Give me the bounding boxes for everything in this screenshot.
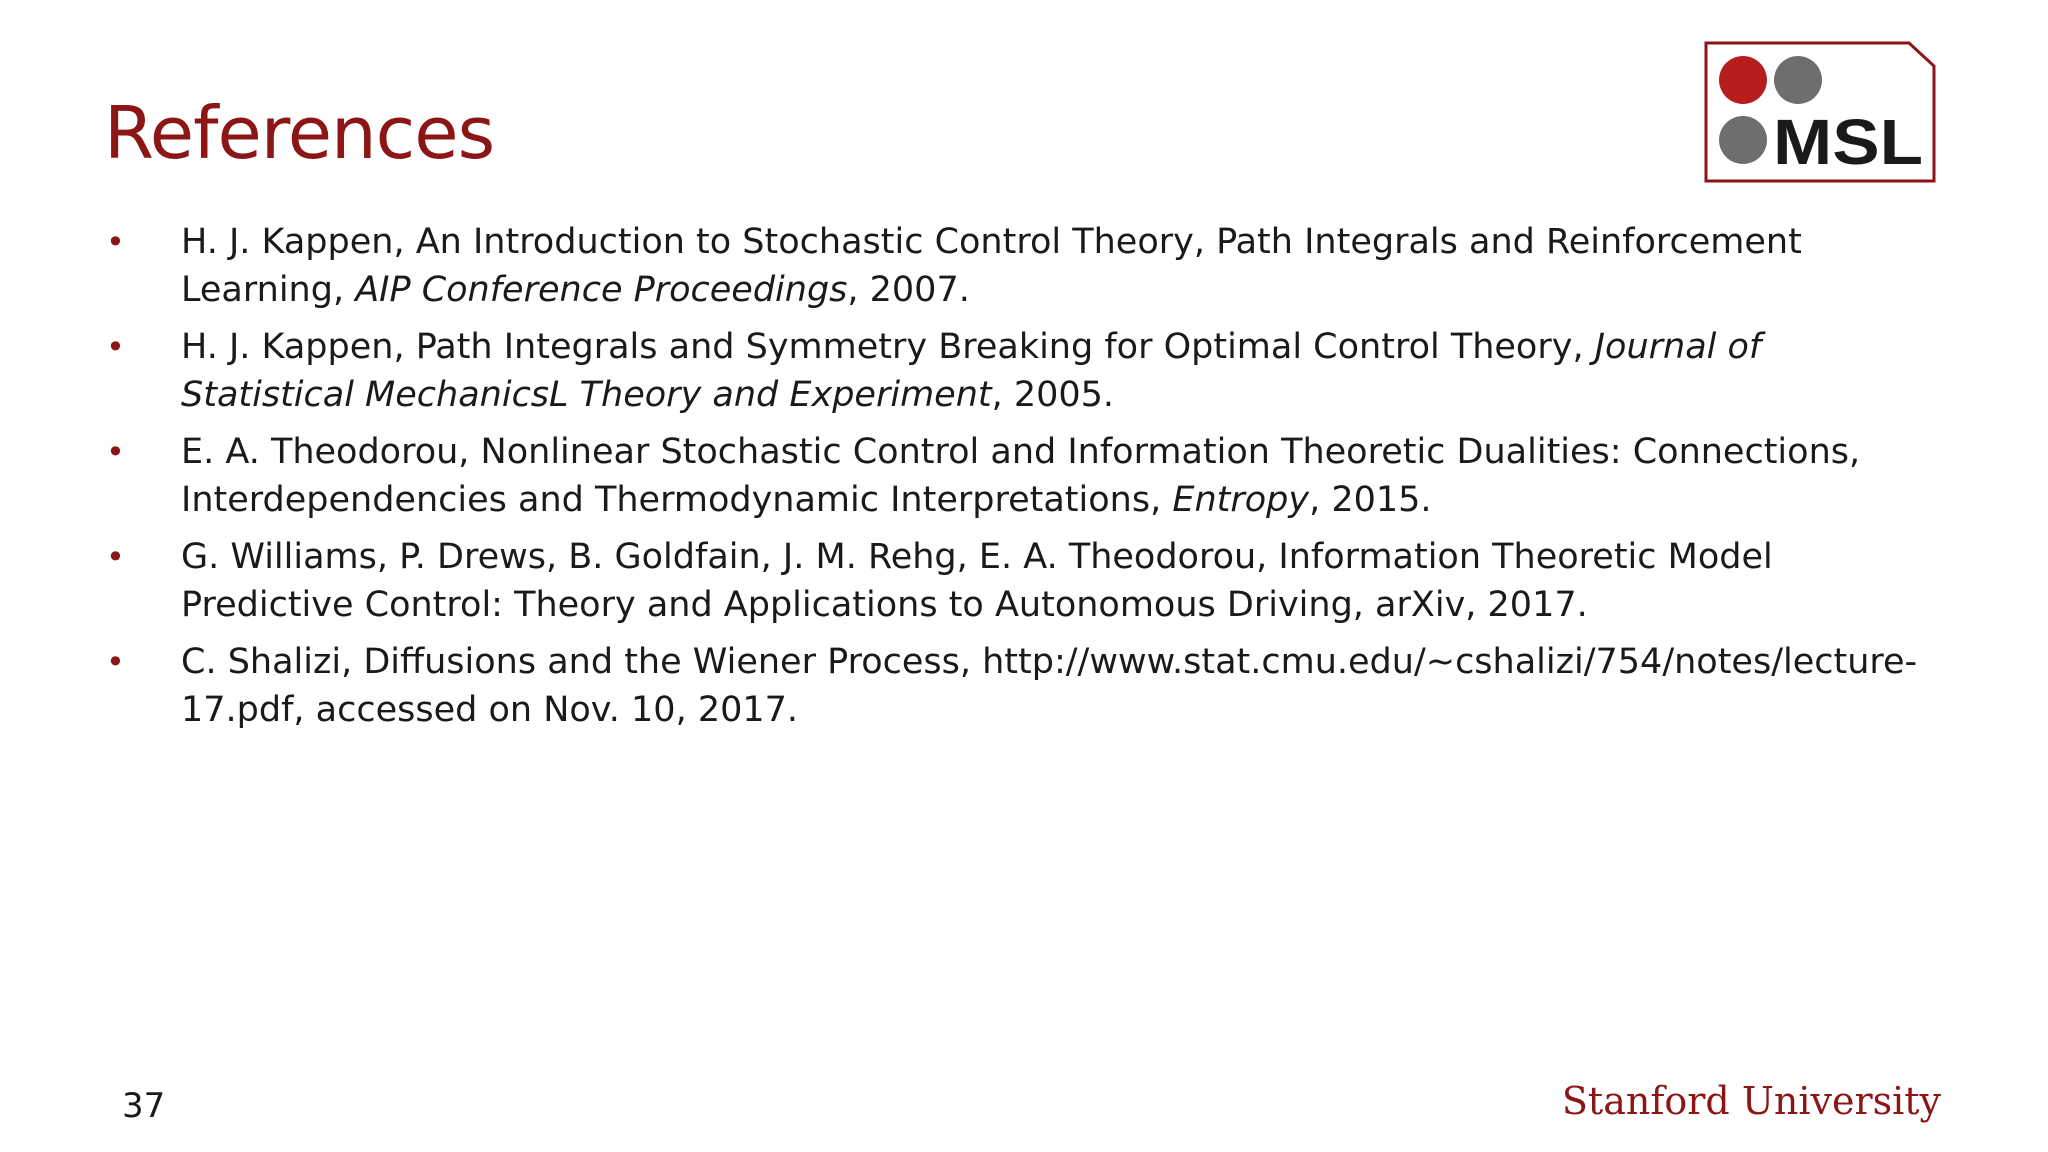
reference-item bbox=[104, 323, 1934, 419]
reference-text: C. Shalizi, Diffusions and the Wiener Process, http://www.stat.cmu.edu/~cshalizi/754/notes/lecture-17.pdf, accessed on Nov. 10, 2017. bbox=[181, 642, 1918, 730]
logo-dot-red bbox=[1719, 56, 1767, 104]
msl-logo bbox=[1703, 40, 1937, 184]
page-number: 37 bbox=[122, 1086, 166, 1126]
reference-venue: AIP Conference Proceedings bbox=[355, 270, 848, 310]
reference-text: H. J. Kappen, An Introduction to Stochastic Control Theory, Path Integrals and Reinforcement Learning, bbox=[181, 222, 1802, 310]
reference-text: E. A. Theodorou, Nonlinear Stochastic Control and Information Theoretic Dualities: Connections, Interdependencies and Thermodynamic Interpretations, bbox=[181, 432, 1861, 520]
reference-text: H. J. Kappen, Path Integrals and Symmetry Breaking for Optimal Control Theory, bbox=[181, 327, 1595, 367]
logo-dot-gray-top bbox=[1774, 56, 1822, 104]
reference-text: G. Williams, P. Drews, B. Goldfain, J. M. Rehg, E. A. Theodorou, Information Theoretic Model Predictive Control: Theory and Applications to Autonomous Driving, arXiv, 2017. bbox=[181, 537, 1773, 625]
reference-item bbox=[104, 533, 1934, 629]
reference-item bbox=[104, 428, 1934, 524]
bullet-icon: • bbox=[106, 643, 125, 681]
stanford-wordmark: Stanford University bbox=[1561, 1079, 1941, 1123]
page-title: References bbox=[104, 91, 495, 175]
bullet-icon: • bbox=[106, 538, 125, 576]
reference-item bbox=[104, 638, 1934, 734]
reference-item bbox=[104, 218, 1934, 314]
reference-year: , 2015. bbox=[1309, 480, 1432, 520]
bullet-icon: • bbox=[106, 433, 125, 471]
logo-text: MSL bbox=[1773, 106, 1923, 178]
reference-venue: Journal of Statistical MechanicsL Theory and Experiment bbox=[181, 327, 1762, 415]
logo-dot-gray-bottom bbox=[1719, 116, 1767, 164]
bullet-icon: • bbox=[106, 328, 125, 366]
reference-list bbox=[104, 218, 1934, 743]
reference-year: , 2007. bbox=[847, 270, 970, 310]
bullet-icon: • bbox=[106, 223, 125, 261]
reference-year: , 2005. bbox=[991, 375, 1115, 415]
reference-venue: Entropy bbox=[1172, 480, 1310, 520]
